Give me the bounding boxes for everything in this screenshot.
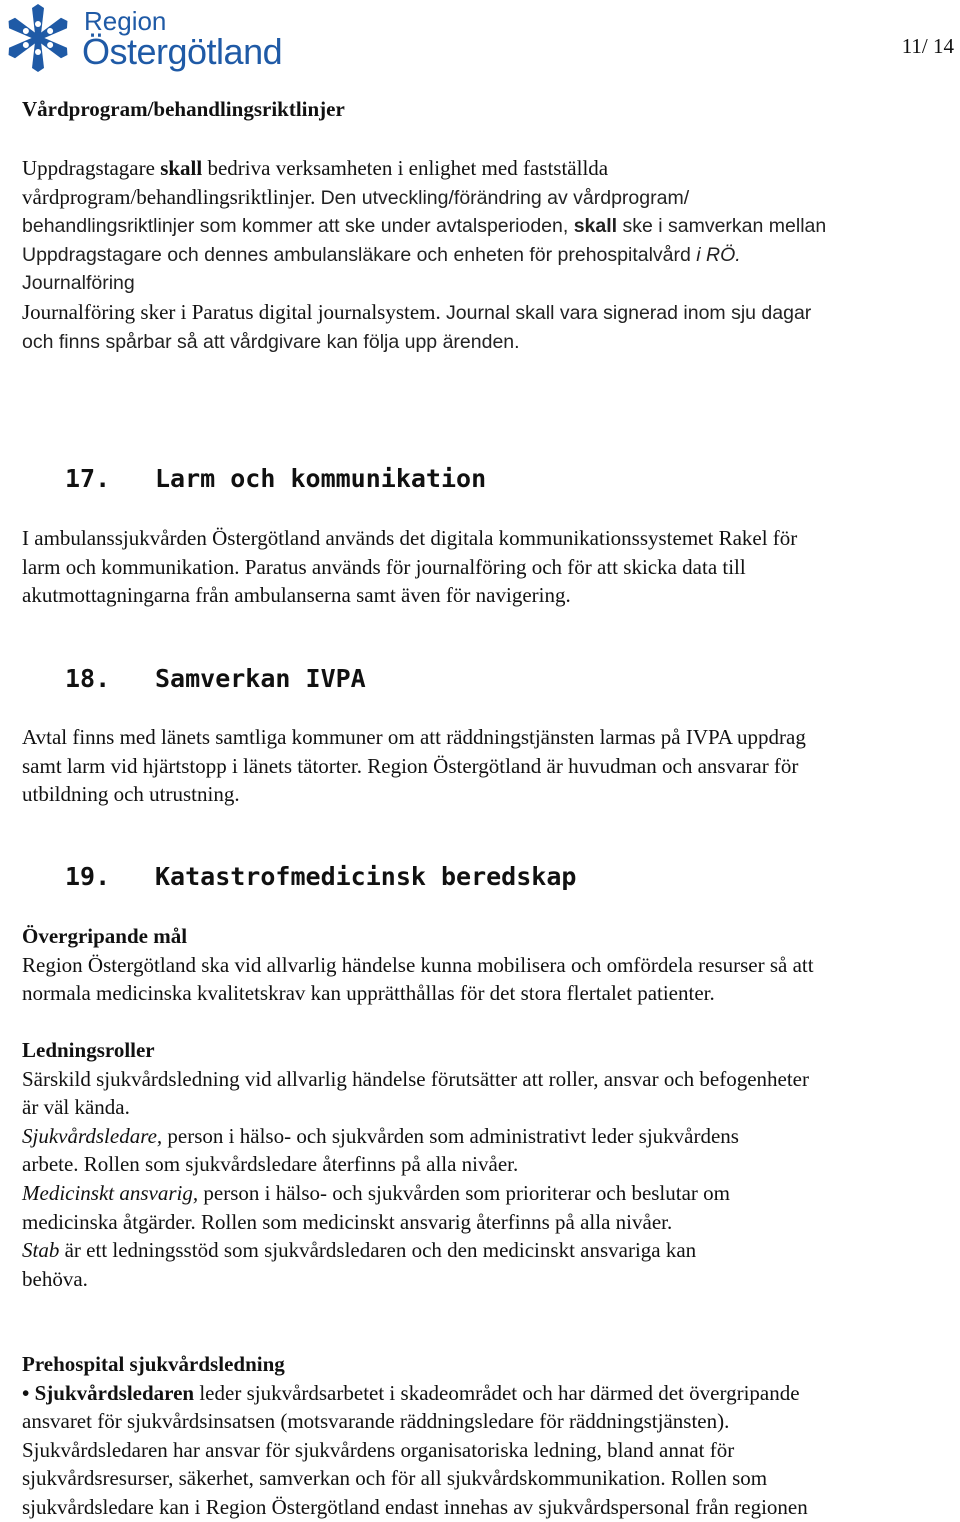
section-17-paragraph	[22, 524, 797, 610]
goal-block	[22, 922, 814, 1008]
roles-block	[22, 1036, 809, 1293]
section-17-line-1: I ambulanssjukvården Östergötland används det digitala kommunikationssystemet Rakel för	[22, 526, 798, 550]
section-18-line-2: samt larm vid hjärtstopp i länets tätorter. Region Östergötland är huvudman och ansvarar för	[22, 753, 799, 778]
logo	[2, 2, 302, 74]
prehospital-block	[22, 1350, 808, 1522]
prehospital-heading: Prehospital sjukvårdsledning	[22, 1352, 285, 1376]
section-17-line-2: larm och kommunikation. Paratus används för journalföring och för att skicka data till	[22, 554, 746, 579]
goal-line-2: normala medicinska kvalitetskrav kan upprätthållas för det stora flertalet patienter.	[22, 981, 715, 1006]
section-19-number: 19.	[65, 862, 111, 891]
journal-heading: Journalföring	[22, 272, 135, 295]
prehospital-line-5: sjukvårdsledare kan i Region Östergötland endast innehas av sjukvårdspersonal från regionen	[22, 1494, 808, 1519]
vardprogram-paragraph	[22, 154, 826, 356]
roles-line-7: Stab är ett ledningsstöd som sjukvårdsledaren och den medicinskt ansvariga kan	[22, 1238, 697, 1263]
bullet: •	[22, 1380, 30, 1405]
section-17-line-3: akutmottagningarna från ambulanserna samt även för navigering.	[22, 583, 571, 608]
prehospital-line-1: • Sjukvårdsledaren leder sjukvårdsarbetet i skadeområdet och har därmed det övergripande	[22, 1380, 800, 1405]
roles-line-3: Sjukvårdsledare, person i hälso- och sjukvården som administrativt leder sjukvårdens	[22, 1123, 739, 1148]
vardprogram-heading: Vårdprogram/behandlingsriktlinjer	[22, 97, 345, 121]
goal-heading: Övergripande mål	[22, 924, 188, 948]
section-17-title: Larm och kommunikation	[155, 464, 487, 493]
vardprogram-line-3: behandlingsriktlinjer som kommer att ske under avtalsperioden, skall ske i samverkan mellan	[22, 215, 827, 238]
logo-region-text: Region	[84, 6, 167, 36]
journal-line-2: och finns spårbar så att vårdgivare kan följa upp ärenden.	[22, 330, 520, 353]
section-18-number: 18.	[65, 664, 111, 693]
section-18-line-1: Avtal finns med länets samtliga kommuner om att räddningstjänsten larmas på IVPA uppdrag	[22, 725, 806, 749]
vardprogram-line-2: vårdprogram/behandlingsriktlinjer. Den utveckling/förändring av vårdprogram/	[22, 184, 690, 209]
section-19-title: Katastrofmedicinsk beredskap	[155, 862, 577, 891]
roles-line-4: arbete. Rollen som sjukvårdsledare återfinns på alla nivåer.	[22, 1152, 519, 1177]
roles-heading: Ledningsroller	[22, 1038, 155, 1062]
roles-line-1: Särskild sjukvårdsledning vid allvarlig händelse förutsätter att roller, ansvar och befogenheter	[22, 1066, 809, 1091]
section-18-line-3: utbildning och utrustning.	[22, 782, 240, 807]
logo-ostergotland-text: Östergötland	[82, 31, 283, 72]
prehospital-line-4: sjukvårdsresurser, säkerhet, samverkan och för all sjukvårdskommunikation. Rollen som	[22, 1466, 768, 1491]
vardprogram-line-4: Uppdragstagare och dennes ambulansläkare och enheten för prehospitalvård i RÖ.	[22, 243, 741, 266]
goal-line-1: Region Östergötland ska vid allvarlig händelse kunna mobilisera och omfördela resurser så att	[22, 952, 814, 977]
section-18-title: Samverkan IVPA	[155, 664, 366, 693]
prehospital-line-3: Sjukvårdsledaren har ansvar för sjukvårdens organisatoriska ledning, bland annat för	[22, 1437, 735, 1462]
roles-line-8: behöva.	[22, 1266, 88, 1291]
roles-line-6: medicinska åtgärder. Rollen som medicinskt ansvarig återfinns på alla nivåer.	[22, 1209, 673, 1234]
snowflake-logo-icon	[2, 2, 74, 74]
section-18-paragraph	[22, 723, 806, 809]
roles-line-5: Medicinskt ansvarig, person i hälso- och sjukvården som prioriterar och beslutar om	[22, 1180, 731, 1205]
journal-line-1: Journalföring sker i Paratus digital journalsystem. Journal skall vara signerad inom sju dagar	[22, 299, 812, 324]
section-17-number: 17.	[65, 464, 111, 493]
page-number: 11/ 14	[901, 34, 954, 58]
vardprogram-line-1: Uppdragstagare skall bedriva verksamheten i enlighet med fastställda	[22, 156, 609, 180]
roles-line-2: är väl kända.	[22, 1095, 130, 1120]
prehospital-line-2: ansvaret för sjukvårdsinsatsen (motsvarande räddningsledare för räddningstjänsten).	[22, 1409, 730, 1434]
